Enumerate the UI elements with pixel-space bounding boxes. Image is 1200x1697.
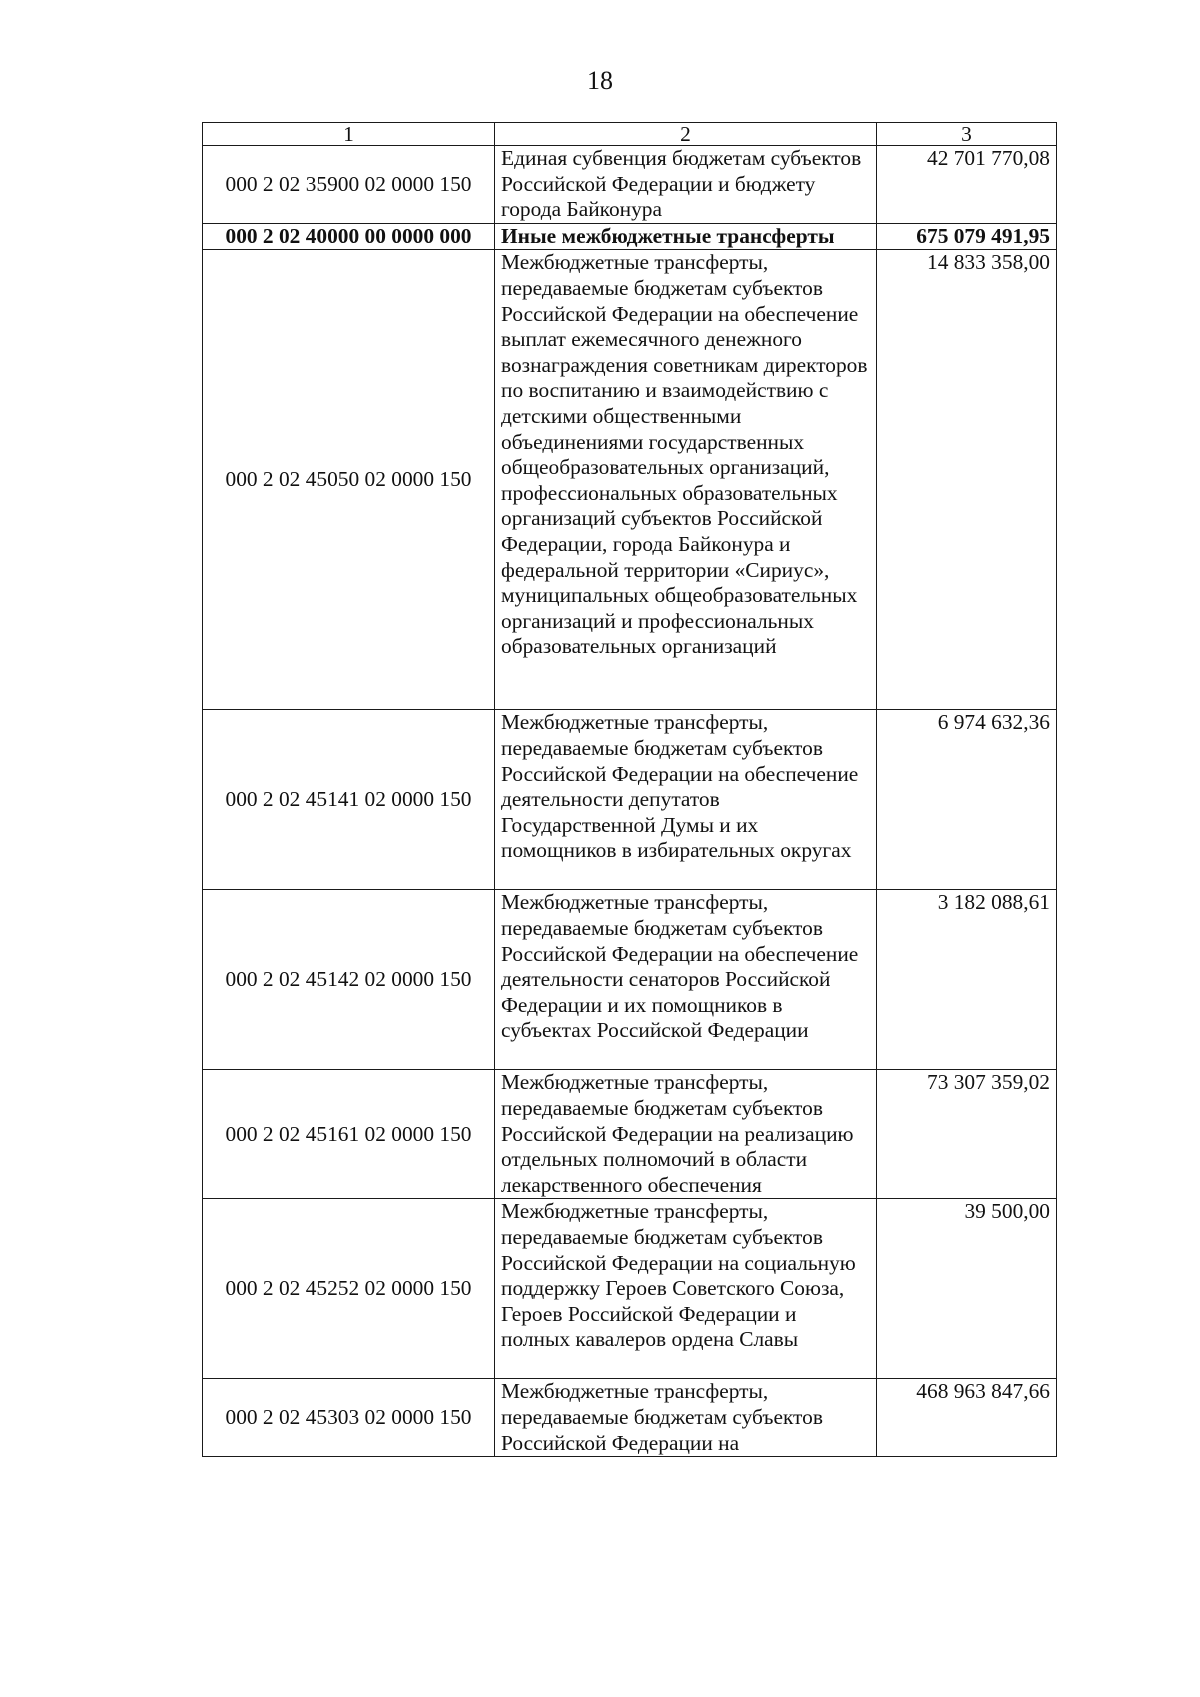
table-row-total xyxy=(203,223,1057,250)
row-amount: 39 500,00 xyxy=(877,1199,1057,1379)
row-code: 000 2 02 45141 02 0000 150 xyxy=(203,710,495,890)
row-code: 000 2 02 45050 02 0000 150 xyxy=(203,250,495,710)
table-row xyxy=(203,146,1057,224)
row-description: Межбюджетные трансферты, передаваемые бюджетам субъектов Российской Федерации на обеспечение выплат ежемесячного денежного вознаграждения советникам директоров по воспитанию и взаимодействию с детскими общественными объединениями государственных общеобразовательных организаций, профессиональных образовательных организаций субъектов Российской Федерации, города Байконура и федеральной территории «Сириус», муниципальных общеобразовательных организаций и профессиональных образовательных организаций xyxy=(495,250,877,710)
row-description: Единая субвенция бюджетам субъектов Российской Федерации и бюджету города Байконура xyxy=(495,146,877,224)
row-amount: 675 079 491,95 xyxy=(877,223,1057,250)
row-amount: 42 701 770,08 xyxy=(877,146,1057,224)
row-description: Межбюджетные трансферты, передаваемые бюджетам субъектов Российской Федерации на обеспечение деятельности сенаторов Российской Федерации и их помощников в субъектах Российской Федерации xyxy=(495,890,877,1070)
budget-table xyxy=(202,122,1057,1457)
row-code: 000 2 02 45303 02 0000 150 xyxy=(203,1379,495,1457)
row-description: Межбюджетные трансферты, передаваемые бюджетам субъектов Российской Федерации на социальную поддержку Героев Советского Союза, Героев Российской Федерации и полных кавалеров ордена Славы xyxy=(495,1199,877,1379)
column-header-description: 2 xyxy=(495,123,877,146)
row-amount: 3 182 088,61 xyxy=(877,890,1057,1070)
row-amount: 468 963 847,66 xyxy=(877,1379,1057,1457)
table-row xyxy=(203,710,1057,890)
row-code: 000 2 02 45161 02 0000 150 xyxy=(203,1070,495,1199)
row-amount: 6 974 632,36 xyxy=(877,710,1057,890)
row-code: 000 2 02 40000 00 0000 000 xyxy=(203,223,495,250)
table-row xyxy=(203,1199,1057,1379)
table-row xyxy=(203,1070,1057,1199)
row-description: Иные межбюджетные трансферты xyxy=(495,223,877,250)
column-header-amount: 3 xyxy=(877,123,1057,146)
row-description: Межбюджетные трансферты, передаваемые бюджетам субъектов Российской Федерации на реализацию отдельных полномочий в области лекарственного обеспечения xyxy=(495,1070,877,1199)
row-description: Межбюджетные трансферты, передаваемые бюджетам субъектов Российской Федерации на обеспечение деятельности депутатов Государственной Думы и их помощников в избирательных округах xyxy=(495,710,877,890)
table-row xyxy=(203,250,1057,710)
row-amount: 73 307 359,02 xyxy=(877,1070,1057,1199)
table-row xyxy=(203,1379,1057,1457)
row-amount: 14 833 358,00 xyxy=(877,250,1057,710)
table-row xyxy=(203,890,1057,1070)
column-header-code: 1 xyxy=(203,123,495,146)
table-header-row xyxy=(203,123,1057,146)
row-code: 000 2 02 35900 02 0000 150 xyxy=(203,146,495,224)
row-code: 000 2 02 45142 02 0000 150 xyxy=(203,890,495,1070)
row-code: 000 2 02 45252 02 0000 150 xyxy=(203,1199,495,1379)
row-description: Межбюджетные трансферты, передаваемые бюджетам субъектов Российской Федерации на xyxy=(495,1379,877,1457)
page-number: 18 xyxy=(587,66,613,95)
